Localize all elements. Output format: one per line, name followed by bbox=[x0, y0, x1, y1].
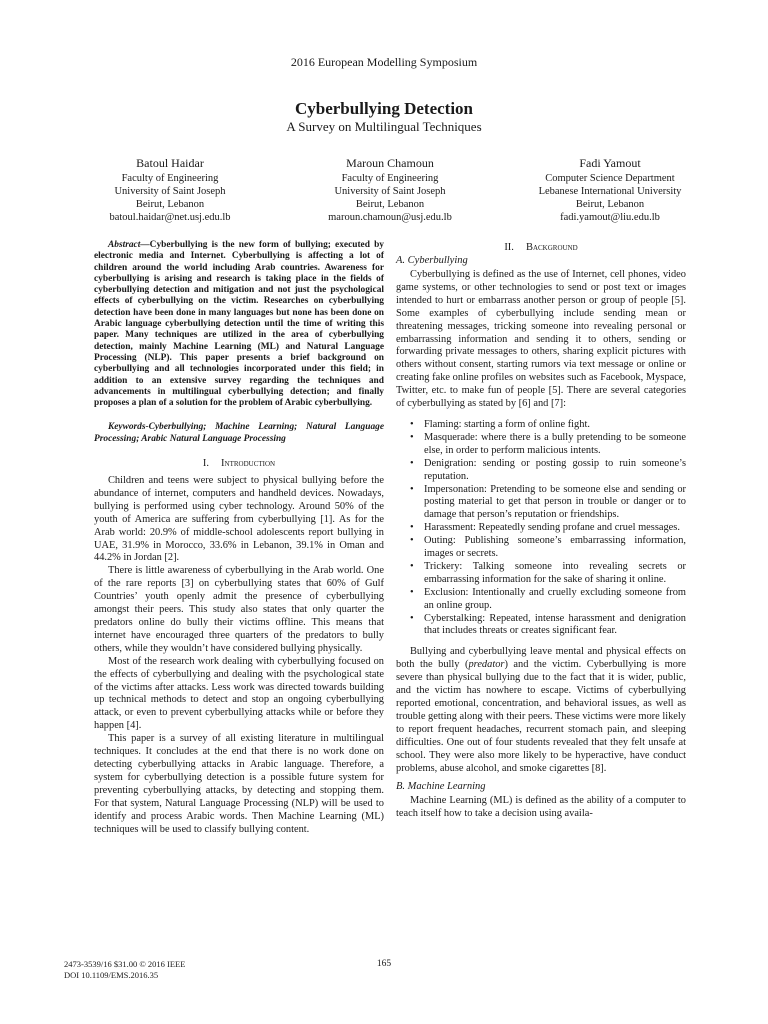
list-item: • Masquerade: where there is a bully pretending to be someone else, in order to perform malicious intents. bbox=[410, 431, 686, 456]
author-organization: University of Saint Joseph bbox=[334, 186, 446, 197]
author-3 bbox=[500, 155, 720, 224]
list-item: • Impersonation: Pretending to be someone else and sending or posting material to get that person in trouble or danger or to damage that person’s reputation or friendships. bbox=[410, 483, 686, 521]
cyberbullying-categories-list bbox=[396, 419, 686, 638]
author-name: Fadi Yamout bbox=[579, 156, 641, 170]
bullet-icon: • bbox=[410, 418, 414, 430]
author-city: Beirut, Lebanon bbox=[575, 199, 645, 210]
author-city: Beirut, Lebanon bbox=[355, 199, 425, 210]
author-email[interactable]: batoul.haidar@net.usj.edu.lb bbox=[109, 212, 231, 223]
background-paragraph: Cyberbullying is defined as the use of Internet, cell phones, video game systems, or other technologies to send or post text or images intended to hurt or embarrass another person or group of people [5]. Some examples of cyberbullying include sending mean or threatening messages, tricking someone into revealing personal or embarrassing information and sending it to others, sending or forwarding private messages to others, sharing explicit pictures with others without consent, starting rumors via text message or online or creating fake online profiles on websites such as Facebook, Myspace, Twitter, etc. to make fun of people [5]. There are several categories of cyberbullying as stated by [6] and [7]: bbox=[396, 269, 686, 410]
bullet-icon: • bbox=[410, 457, 414, 469]
list-item: • Flaming: starting a form of online fight. bbox=[410, 418, 590, 430]
abstract-label: Abstract bbox=[108, 240, 141, 250]
conference-name: 2016 European Modelling Symposium bbox=[290, 55, 478, 69]
abstract-text: —Cyberbullying is the new form of bullying; executed by electronic media and Internet. Cyberbullying is affecting a lot of children around the world including Arab countries. Awareness for cyberbullying is arising and research is taking place in the fields of cyberbullying detection and mitigation and not just the psychological effects of cyberbullying on the victim. Researches on cyberbullying detection have been done in many languages but none has been done on Arabic language cyberbullying detection until the time of writing this paper. Many techniques are utilized in the area of cyberbullying detection, mainly Machine Learning (ML) and Natural Language Processing (NLP). This paper presents a brief background on cyberbullying and all technologies incorporated under this field; in addition to an extensive survey regarding the techniques and advancements in multilingual cyberbullying detection; and finally proposes a plan of a solution for the problem of Arabic cyberbullying. bbox=[94, 240, 384, 409]
intro-paragraph: Most of the research work dealing with cyberbullying focused on the effects of cyberbullying and dealing with the psychological state of the victims after attacks. Less work was directed towards building up technical methods to detect and stop an ongoing cyberbullying attack, or even to prevent cyberbullying attacks while or before they happen [4]. bbox=[94, 655, 384, 732]
author-email[interactable]: maroun.chamoun@usj.edu.lb bbox=[328, 212, 452, 223]
section-number: I. bbox=[202, 458, 210, 470]
bullet-icon: • bbox=[410, 431, 414, 443]
author-email[interactable]: fadi.yamout@liu.edu.lb bbox=[560, 212, 660, 223]
subsection-heading-cyberbullying: A. Cyberbullying bbox=[396, 255, 468, 266]
list-item: • Exclusion: Intentionally and cruelly excluding someone from an online group. bbox=[410, 586, 686, 611]
author-1 bbox=[60, 155, 280, 224]
intro-paragraph: Children and teens were subject to physical bullying before the abundance of internet, computers and handheld devices. Nowadays, bullying is performed using cyber technology. Around 50% of the youth of America are suffering from cyberbullying [1]. As for the Arab world: 20.9% of middle-school adolescents report bullying in UAE, 31.9% in Morocco, 33.6% in Lebanon, 39.1% in Oman and 44.2% in Jordan [2]. bbox=[94, 475, 384, 564]
section-title: Background bbox=[525, 242, 578, 253]
bullet-icon: • bbox=[410, 483, 414, 495]
keywords: Keywords-Cyberbullying; Machine Learning; Natural Language Processing; Arabic Natural Language Processing bbox=[94, 422, 384, 444]
bullet-icon: • bbox=[410, 535, 414, 547]
author-name: Batoul Haidar bbox=[136, 156, 204, 170]
author-2 bbox=[280, 155, 500, 224]
list-item: • Outing: Publishing someone’s embarrassing information, images or secrets. bbox=[410, 535, 686, 560]
background-paragraph: Bullying and cyberbullying leave mental and physical effects on both the bully (predator) and the victim. Cyberbullying is more severe than physical bullying due to the fact that it is wider, public, and the victim has nowhere to escape. Victims of cyberbullying reported emotional, concentration, and behavioral issues, as well as trouble getting along with their peers. These victims were more likely to report frequent headaches, recurrent stomach pain, and sleeping difficulties. One out of four students revealed that they felt unsafe at school. They were also more likely to be hyperactive, have conduct problems, abuse alcohol, and smoke cigarettes [8]. bbox=[396, 646, 687, 774]
section-heading-background bbox=[396, 242, 686, 253]
list-item: • Harassment: Repeatedly sending profane and cruel messages. bbox=[410, 522, 680, 534]
author-department: Computer Science Department bbox=[545, 173, 675, 184]
author-department: Faculty of Engineering bbox=[121, 173, 219, 184]
paper-title: Cyberbullying Detection bbox=[294, 99, 474, 118]
author-name: Maroun Chamoun bbox=[346, 156, 434, 170]
author-block bbox=[60, 155, 720, 225]
intro-paragraph: There is little awareness of cyberbullying in the Arab world. One of the rare reports [3] on cyberbullying states that 60% of Gulf Countries’ youth openly admit the presence of cyberbullying amongst their peers. This study also states that only quarter the predators online do bully their victims offline. This means that internet have encouraged three quarters of the predators to bully others, while they wouldn’t have considered bullying physically. bbox=[94, 565, 384, 654]
list-item: • Trickery: Talking someone into revealing secrets or embarrassing information for the sake of sharing it online. bbox=[410, 560, 686, 585]
abstract bbox=[94, 240, 384, 409]
section-heading-introduction bbox=[94, 458, 384, 469]
paper-subtitle: A Survey on Multilingual Techniques bbox=[286, 119, 482, 134]
author-department: Faculty of Engineering bbox=[341, 173, 439, 184]
author-organization: University of Saint Joseph bbox=[114, 186, 226, 197]
bullet-icon: • bbox=[410, 612, 414, 624]
left-column bbox=[94, 240, 384, 836]
author-organization: Lebanese International University bbox=[538, 186, 682, 197]
bullet-icon: • bbox=[410, 586, 414, 598]
list-item: • Cyberstalking: Repeated, intense harassment and denigration that includes threats or creates significant fear. bbox=[410, 612, 686, 637]
section-number: II. bbox=[504, 242, 514, 253]
footer-doi: DOI 10.1109/EMS.2016.35 bbox=[64, 970, 159, 980]
background-paragraph: Machine Learning (ML) is defined as the ability of a computer to teach itself how to take a decision using availa- bbox=[396, 795, 686, 820]
footer-issn: 2473-3539/16 $31.00 © 2016 IEEE bbox=[64, 959, 186, 969]
right-column bbox=[396, 240, 686, 821]
emphasis-predator: predator bbox=[468, 659, 505, 671]
page-number: 165 bbox=[376, 959, 392, 969]
intro-paragraph: This paper is a survey of all existing literature in multilingual techniques. It concludes at the end that there is no work done on detecting cyberbullying attacks in Arabic language. Therefore, a system for cyberbullying detection is a possible future system for preventing cyberbullying attacks, by detecting and stopping them. For that system, Natural Language Processing (NLP) will be used to identify and process Arabic words. Then Machine Learning (ML) techniques will be used to classify bullying content. bbox=[94, 733, 384, 835]
author-city: Beirut, Lebanon bbox=[135, 199, 205, 210]
bullet-icon: • bbox=[410, 522, 414, 534]
bullet-icon: • bbox=[410, 560, 414, 572]
section-title: Introduction bbox=[221, 458, 276, 470]
subsection-heading-machine-learning: B. Machine Learning bbox=[396, 781, 486, 793]
list-item: • Denigration: sending or posting gossip to ruin someone’s reputation. bbox=[410, 457, 686, 482]
